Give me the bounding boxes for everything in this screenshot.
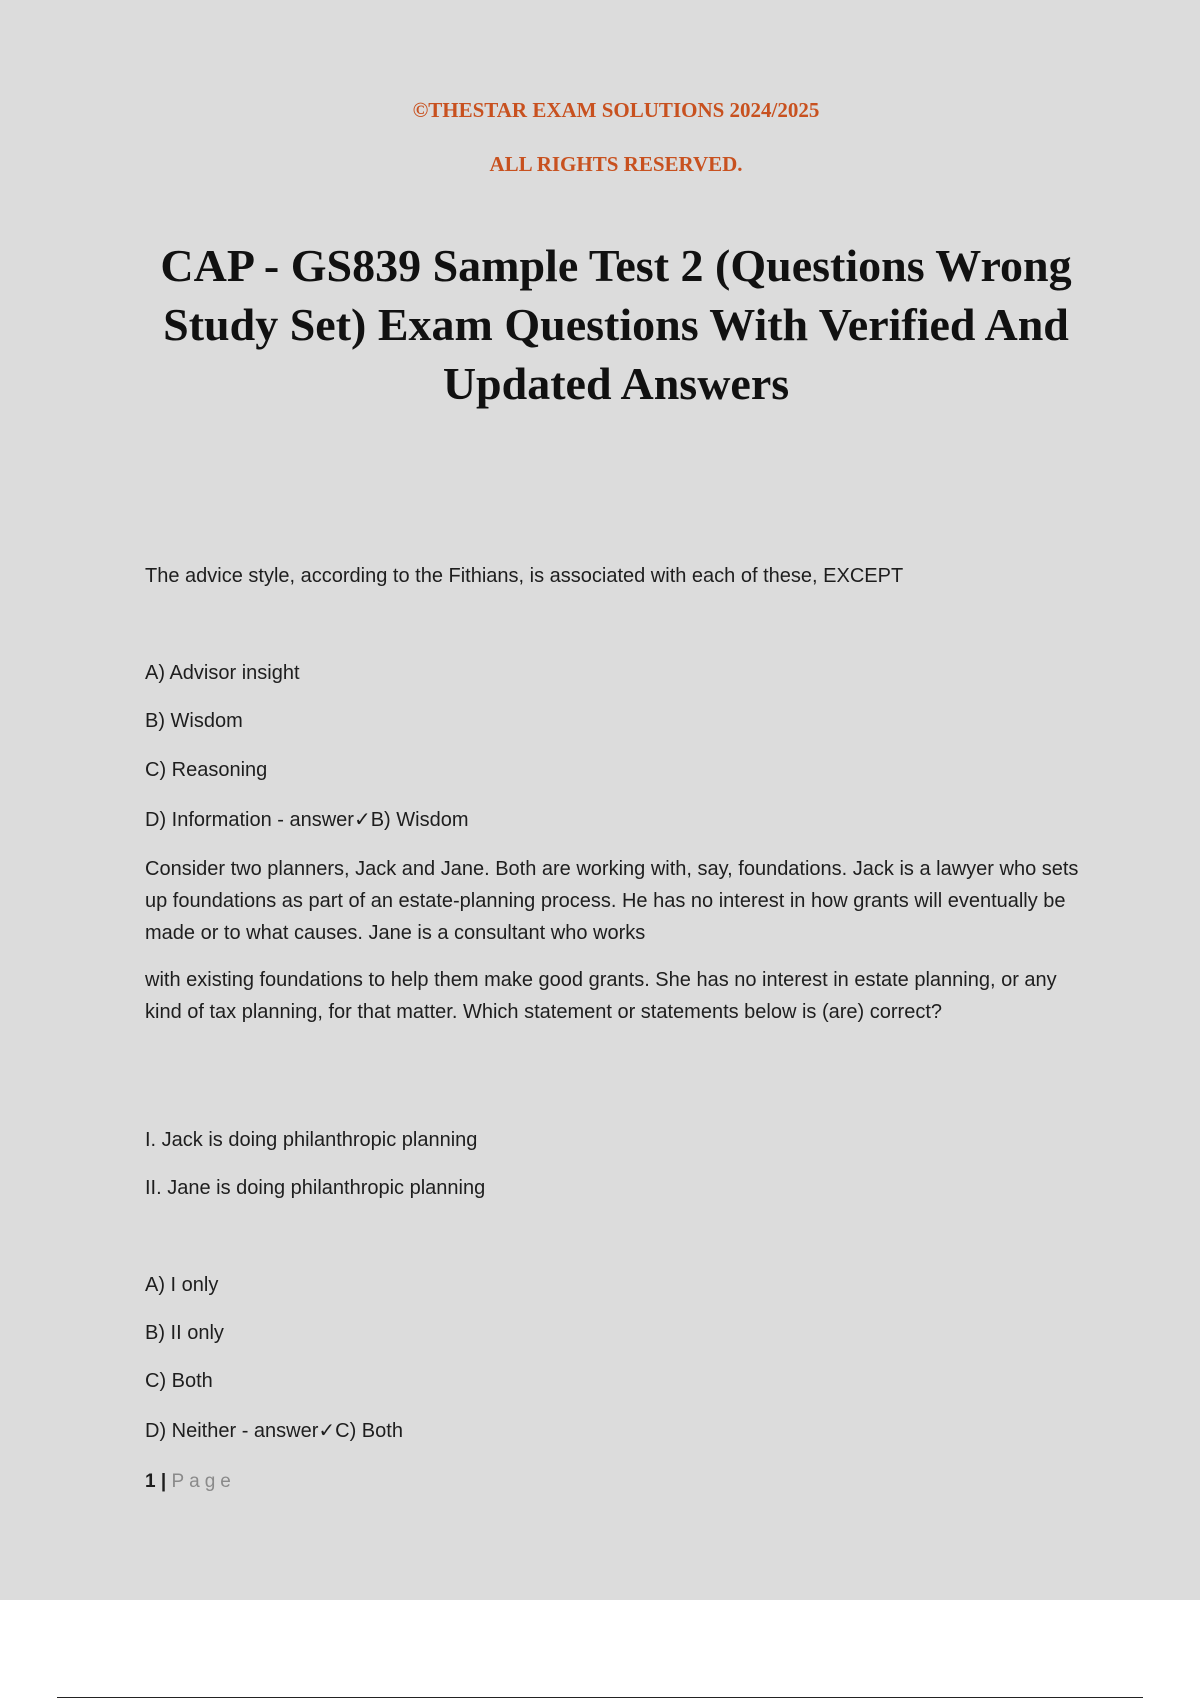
- question-1-option-c: C) Reasoning: [145, 759, 268, 781]
- question-2-statement-2: II. Jane is doing philanthropic planning: [145, 1177, 486, 1199]
- question-2-statement-1: I. Jack is doing philanthropic planning: [145, 1129, 478, 1151]
- page-number: [145, 1471, 236, 1493]
- rights-notice: ALL RIGHTS RESERVED.: [489, 152, 743, 176]
- document-title: CAP - GS839 Sample Test 2 (Questions Wrong Study Set) Exam Questions With Verified And Updated Answers: [160, 240, 1072, 409]
- page-label: Page: [171, 1471, 236, 1492]
- question-2-option-d-answer: D) Neither - answer✓C) Both: [145, 1420, 403, 1442]
- question-1-option-a: A) Advisor insight: [145, 662, 300, 684]
- question-2-option-c: C) Both: [145, 1370, 213, 1392]
- question-2-option-a: A) I only: [145, 1274, 219, 1296]
- question-2-paragraph-1: Consider two planners, Jack and Jane. Both are working with, say, foundations. Jack is a lawyer who sets up foundations as part of an estate-planning process. He has no interest in how grants will eventually be made or to what causes. Jane is a consultant who works: [145, 858, 1079, 944]
- question-1-prompt: The advice style, according to the Fithians, is associated with each of these, EXCEPT: [145, 565, 904, 587]
- question-1-option-d-answer: D) Information - answer✓B) Wisdom: [145, 809, 469, 831]
- question-2-option-b: B) II only: [145, 1322, 224, 1344]
- footer-divider: [57, 1697, 1143, 1698]
- page-number-value: 1: [145, 1471, 156, 1492]
- page-number-separator: |: [160, 1471, 167, 1492]
- copyright-notice: ©THESTAR EXAM SOLUTIONS 2024/2025: [412, 98, 820, 122]
- question-1-option-b: B) Wisdom: [145, 710, 243, 732]
- question-2-paragraph-2: with existing foundations to help them make good grants. She has no interest in estate planning, or any kind of tax planning, for that matter. Which statement or statements below is (are) correct?: [145, 969, 1057, 1023]
